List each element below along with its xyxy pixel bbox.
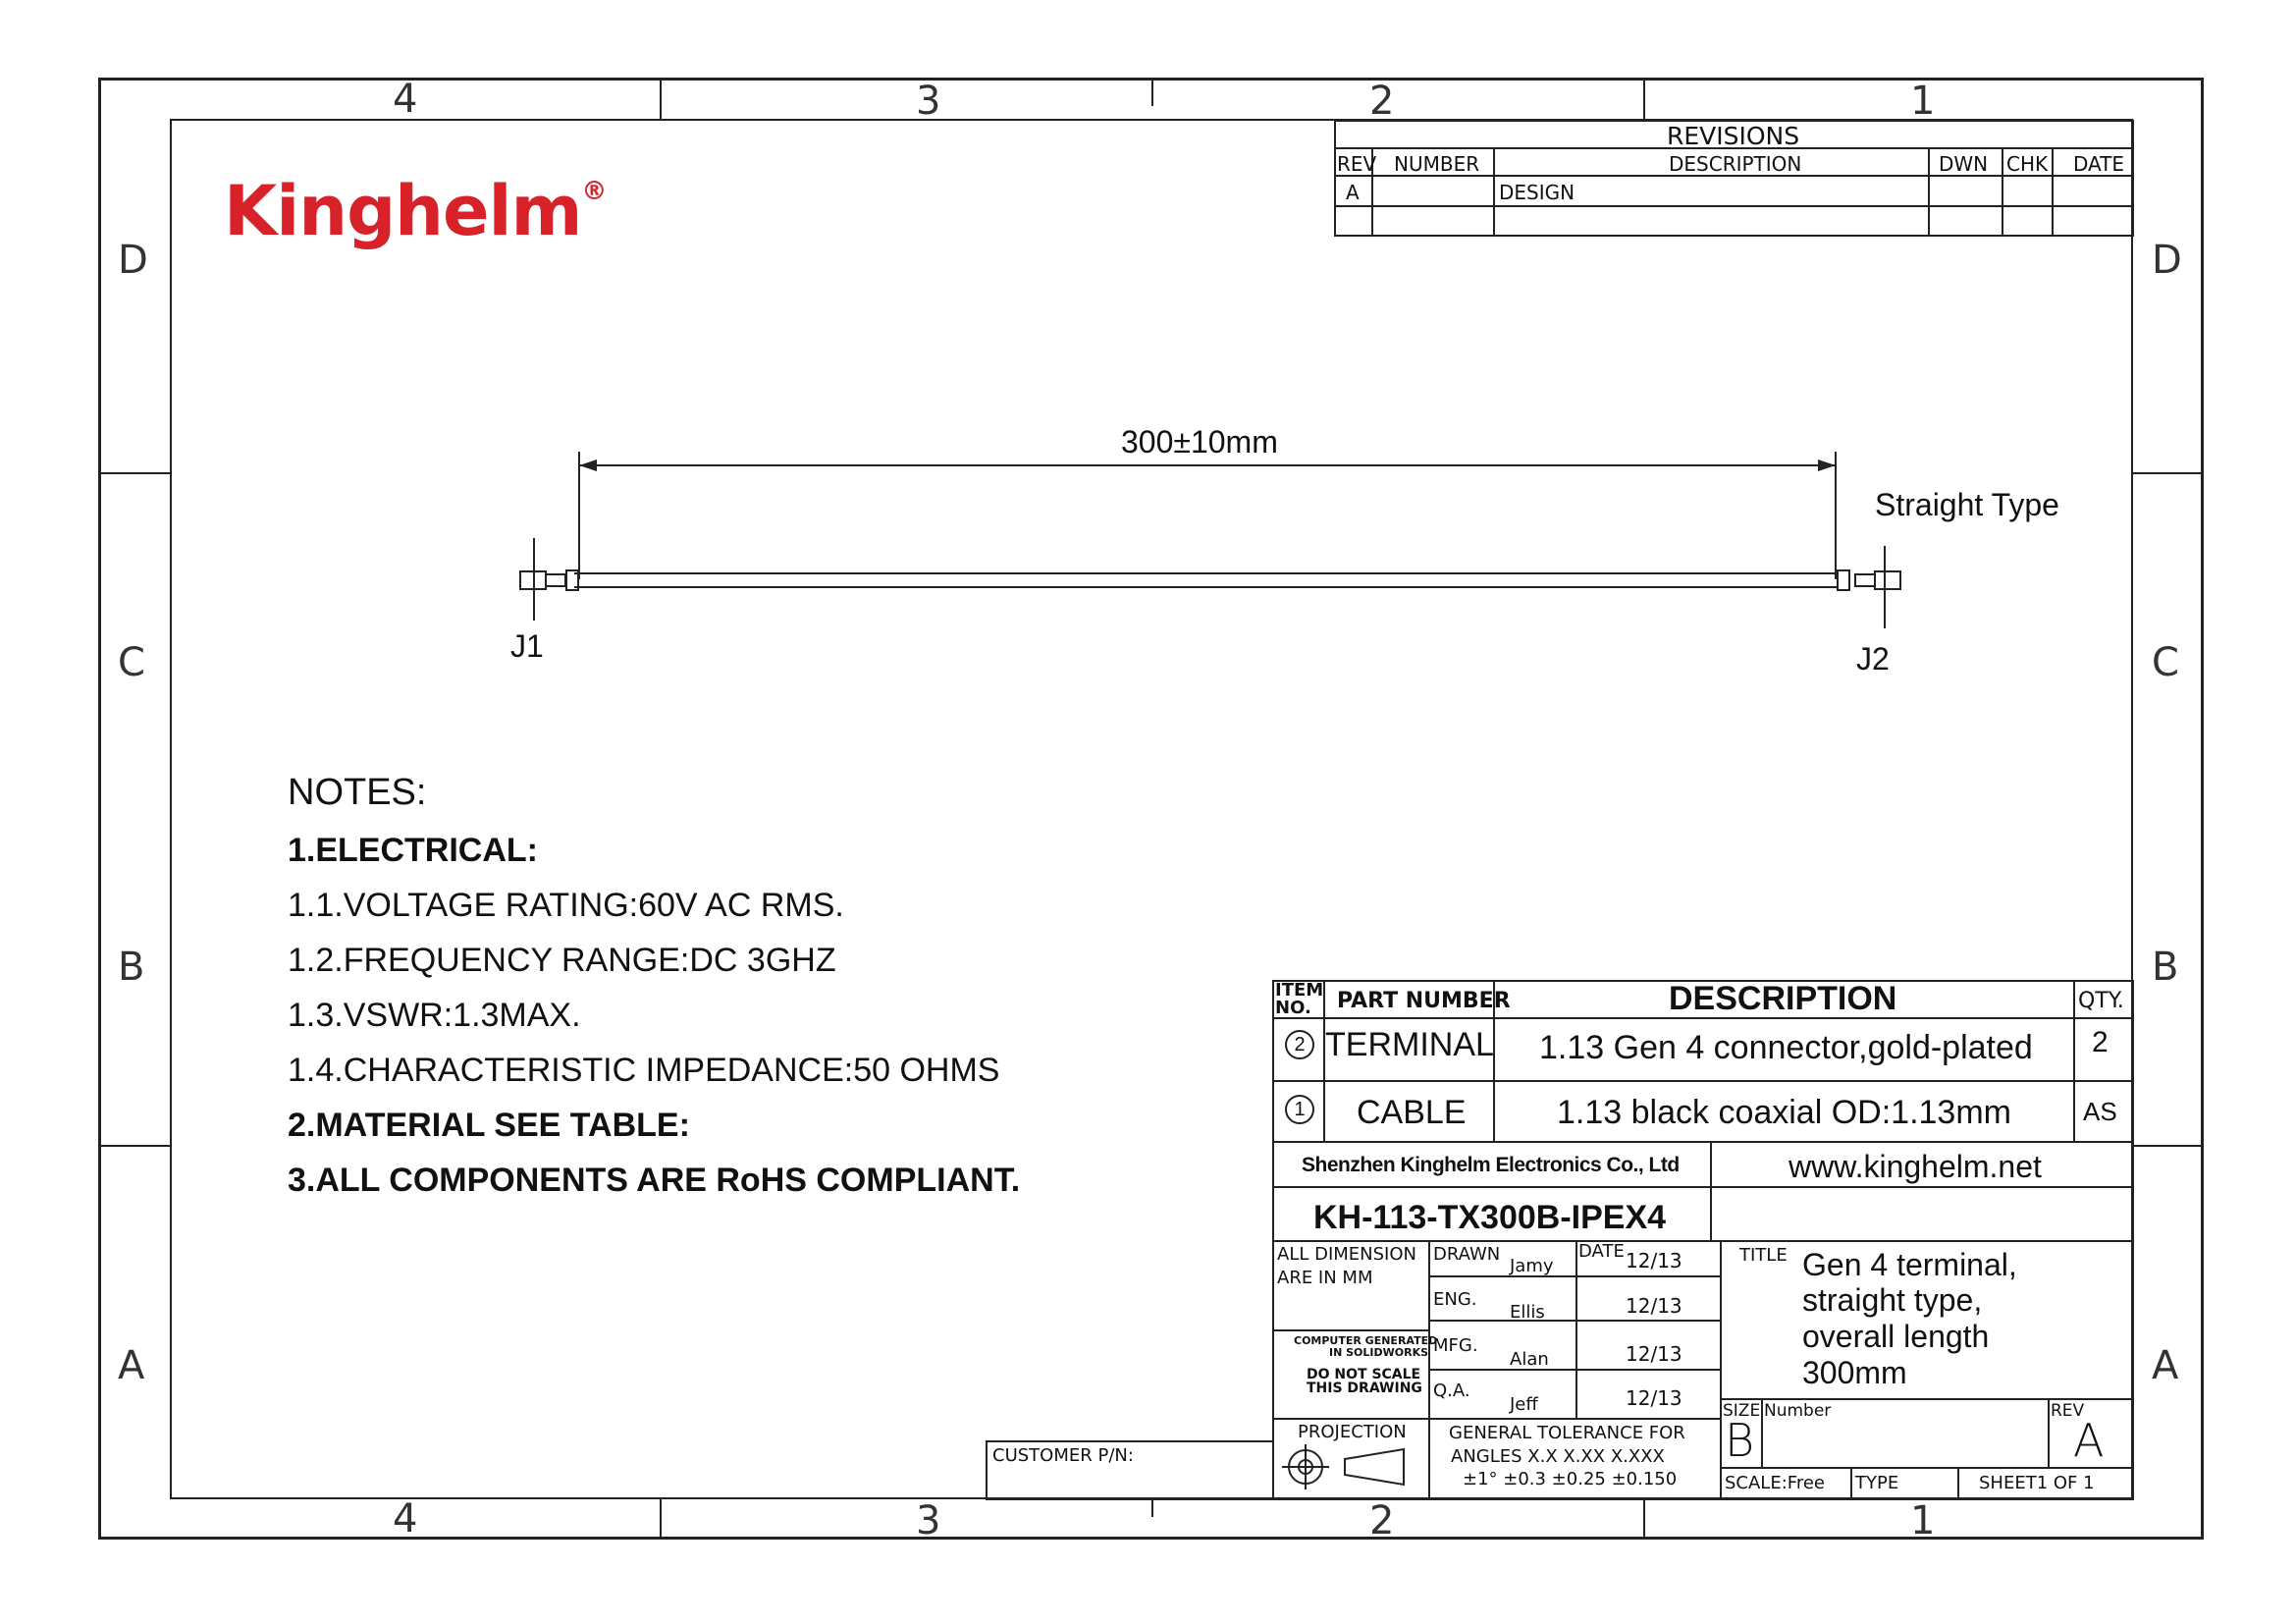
note-item: 1.3.VSWR:1.3MAX. xyxy=(288,997,581,1034)
zone-top-3: 3 xyxy=(916,79,941,124)
notes-title: NOTES: xyxy=(288,772,427,813)
signoff-date: 12/13 xyxy=(1626,1386,1682,1410)
bom-qty: AS xyxy=(2083,1097,2117,1126)
zone-right-b: B xyxy=(2152,945,2179,990)
projection-symbol xyxy=(1282,1444,1404,1489)
size-value: B xyxy=(1725,1414,1755,1467)
note-item: 1.ELECTRICAL: xyxy=(288,832,538,869)
note-item: 1.4.CHARACTERISTIC IMPEDANCE:50 OHMS xyxy=(288,1052,1000,1089)
rev-value: A xyxy=(2073,1414,2105,1467)
zone-right-a: A xyxy=(2152,1343,2179,1388)
sheet-number: SHEET1 OF 1 xyxy=(1979,1473,2095,1493)
company-website: www.kinghelm.net xyxy=(1789,1149,2042,1184)
drawing-title-line: 300mm xyxy=(1802,1355,1907,1390)
zone-bottom-1: 1 xyxy=(1910,1498,1936,1543)
bom-part: TERMINAL xyxy=(1325,1026,1494,1063)
description-header: DESCRIPTION xyxy=(1669,152,1802,176)
bom-part: CABLE xyxy=(1357,1094,1467,1131)
signoff-date: 12/13 xyxy=(1626,1294,1682,1318)
signoff-name: Ellis xyxy=(1510,1302,1545,1323)
date-label: DATE xyxy=(1578,1241,1625,1262)
zone-left-c: C xyxy=(118,640,145,685)
type-field: TYPE xyxy=(1855,1473,1899,1493)
drawing-title-line: overall length xyxy=(1802,1319,1990,1354)
zone-top-2: 2 xyxy=(1369,79,1395,124)
zone-right-c: C xyxy=(2152,640,2179,685)
signoff-date: 12/13 xyxy=(1626,1249,1682,1272)
drawing-title-line: straight type, xyxy=(1802,1282,1983,1318)
bom-qty: 2 xyxy=(2092,1026,2109,1058)
zone-top-4: 4 xyxy=(393,77,418,122)
zone-top-1: 1 xyxy=(1910,79,1936,124)
bom-description-header: DESCRIPTION xyxy=(1669,980,1897,1017)
type-label: Straight Type xyxy=(1875,487,2059,522)
dwn-header: DWN xyxy=(1939,152,1989,176)
drawing-title-line: Gen 4 terminal, xyxy=(1802,1247,2017,1282)
zone-bottom-2: 2 xyxy=(1369,1498,1395,1543)
signoff-date: 12/13 xyxy=(1626,1342,1682,1366)
do-not-scale-note-2: THIS DRAWING xyxy=(1307,1380,1422,1396)
revision-row-rev: A xyxy=(1346,181,1360,204)
units-note: ARE IN MM xyxy=(1277,1268,1373,1288)
bom-item-number: 1 xyxy=(1285,1095,1314,1124)
projection-label: PROJECTION xyxy=(1298,1422,1407,1442)
all-dimension-note: ALL DIMENSION xyxy=(1277,1244,1416,1265)
bom-qty-header: QTY. xyxy=(2078,989,2124,1013)
revision-row-description: DESIGN xyxy=(1499,181,1575,204)
solidworks-note: IN SOLIDWORKS xyxy=(1329,1346,1429,1359)
computer-generated-note: COMPUTER GENERATED xyxy=(1294,1334,1438,1347)
zone-bottom-4: 4 xyxy=(393,1496,418,1542)
bom-part-header: PART NUMBER xyxy=(1337,989,1511,1013)
j1-label: J1 xyxy=(510,628,544,664)
company-name: Shenzhen Kinghelm Electronics Co., Ltd xyxy=(1302,1154,1680,1176)
size-label: SIZE xyxy=(1723,1401,1761,1421)
title-label: TITLE xyxy=(1739,1245,1788,1266)
signoff-name: Alan xyxy=(1510,1349,1549,1370)
scale-value: SCALE:Free xyxy=(1725,1473,1825,1493)
note-item: 1.2.FREQUENCY RANGE:DC 3GHZ xyxy=(288,942,836,979)
signoff-name: Jamy xyxy=(1510,1256,1554,1276)
part-number: KH-113-TX300B-IPEX4 xyxy=(1313,1199,1667,1236)
kinghelm-logo: Kinghelm® xyxy=(224,171,607,251)
tolerance-values: ±1° ±0.3 ±0.25 ±0.150 xyxy=(1463,1469,1678,1489)
zone-left-d: D xyxy=(118,238,148,283)
number-label: Number xyxy=(1764,1401,1832,1421)
bom-item-number: 2 xyxy=(1285,1030,1314,1059)
signoff-role: Q.A. xyxy=(1433,1380,1470,1401)
note-item: 1.1.VOLTAGE RATING:60V AC RMS. xyxy=(288,887,844,924)
zone-bottom-3: 3 xyxy=(916,1498,941,1543)
length-dimension: 300±10mm xyxy=(1121,424,1278,460)
chk-header: CHK xyxy=(2006,152,2049,176)
rev-label: REV xyxy=(2051,1401,2085,1421)
tolerance-columns: ANGLES X.X X.XX X.XXX xyxy=(1451,1446,1665,1467)
signoff-role: ENG. xyxy=(1433,1289,1477,1310)
note-item: 2.MATERIAL SEE TABLE: xyxy=(288,1107,690,1144)
number-header: NUMBER xyxy=(1394,152,1480,176)
zone-left-b: B xyxy=(118,945,145,990)
zone-right-d: D xyxy=(2152,238,2182,283)
do-not-scale-note: DO NOT SCALE xyxy=(1307,1367,1421,1382)
signoff-name: Jeff xyxy=(1510,1394,1538,1415)
bom-description: 1.13 Gen 4 connector,gold-plated xyxy=(1539,1029,2033,1066)
zone-left-a: A xyxy=(118,1343,145,1388)
note-item: 3.ALL COMPONENTS ARE RoHS COMPLIANT. xyxy=(288,1162,1021,1199)
date-header: DATE xyxy=(2073,152,2125,176)
bom-item-header-1: ITEM xyxy=(1275,980,1324,1001)
revisions-title: REVISIONS xyxy=(1667,122,1800,150)
customer-pn-label: CUSTOMER P/N: xyxy=(992,1445,1134,1466)
bom-description: 1.13 black coaxial OD:1.13mm xyxy=(1557,1094,2011,1131)
rev-header: REV xyxy=(1337,152,1377,176)
signoff-role: MFG. xyxy=(1433,1335,1478,1356)
signoff-role: DRAWN xyxy=(1433,1244,1501,1265)
j2-label: J2 xyxy=(1856,641,1890,677)
tolerance-title: GENERAL TOLERANCE FOR xyxy=(1449,1423,1685,1443)
bom-item-header-2: NO. xyxy=(1275,998,1311,1018)
